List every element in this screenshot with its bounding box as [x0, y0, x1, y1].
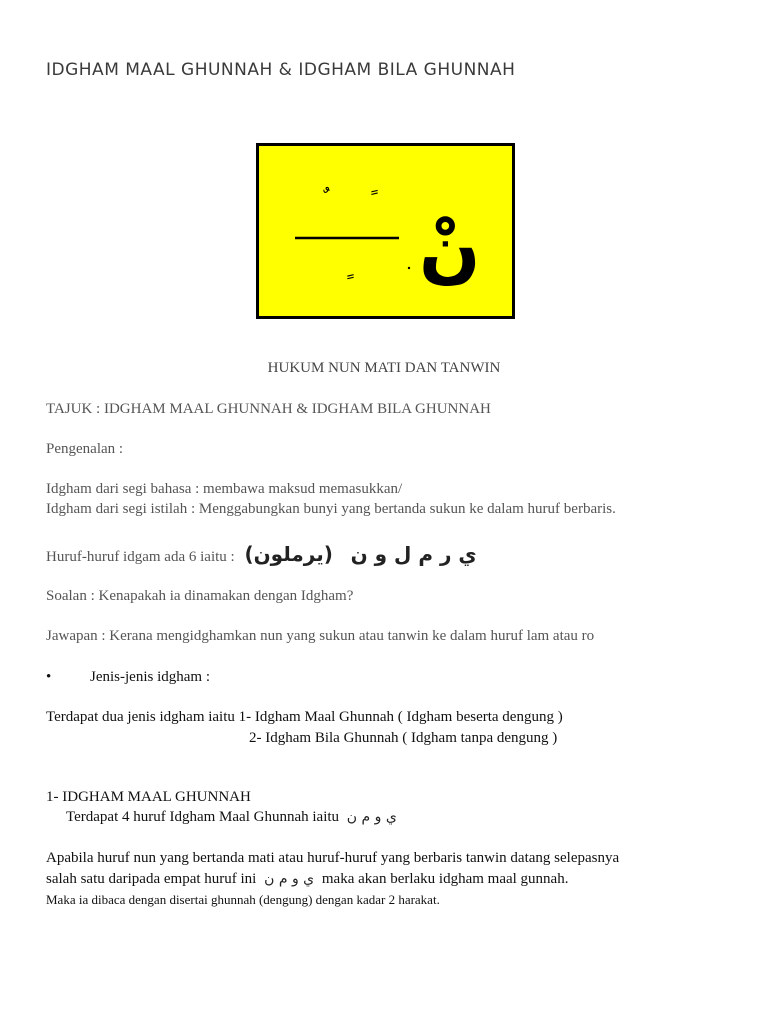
- paragraph-line-2: [46, 871, 746, 888]
- small-dot: [408, 267, 410, 269]
- tanwin-fathah-mark: [371, 189, 378, 195]
- section-heading: HUKUM NUN MATI DAN TANWIN: [267, 360, 501, 376]
- terdapat-line-1: Terdapat dua jenis idgham iaitu 1- Idgham Maal Ghunnah ( Idgham beserta dengung ): [46, 709, 563, 725]
- section1-heading: 1- IDGHAM MAAL GHUNNAH: [46, 789, 251, 805]
- idgham-letters: ي ر م ل و ن: [350, 542, 477, 566]
- section1-sub-text: Terdapat 4 huruf Idgham Maal Ghunnah iaitu: [66, 809, 340, 825]
- tajuk-line: TAJUK : IDGHAM MAAL GHUNNAH & IDGHAM BILA GHUNNAH: [46, 401, 491, 417]
- paragraph-letters: ي و م ن: [264, 871, 315, 887]
- section1-letters: ي و م ن: [346, 809, 397, 825]
- soalan-line: Soalan : Kenapakah ia dinamakan dengan Idgham?: [46, 588, 354, 604]
- definition-bahasa: Idgham dari segi bahasa : membawa maksud memasukkan/: [46, 481, 403, 497]
- paragraph-line-3: Maka ia dibaca dengan disertai ghunnah (dengung) dengan kadar 2 harakat.: [46, 892, 440, 907]
- section1-subline: [66, 809, 746, 826]
- page-title: IDGHAM MAAL GHUNNAH & IDGHAM BILA GHUNNAH: [46, 60, 516, 80]
- yarmalun-word: (يرملون): [244, 542, 333, 566]
- bullet-symbol: •: [46, 669, 52, 685]
- jawapan-line: Jawapan : Kerana mengidghamkan nun yang sukun atau tanwin ke dalam huruf lam atau ro: [46, 628, 595, 644]
- tanwin-kasrah-mark: [347, 274, 354, 280]
- pengenalan-label: Pengenalan :: [46, 441, 124, 457]
- terdapat-line-2: 2- Idgham Bila Ghunnah ( Idgham tanpa dengung ): [249, 730, 558, 746]
- definition-istilah: Idgham dari segi istilah : Menggabungkan bunyi yang bertanda sukun ke dalam huruf berbaris.: [46, 501, 616, 517]
- nun-tanwin-image: [256, 143, 515, 319]
- paragraph-line-1: Apabila huruf nun yang bertanda mati atau huruf-huruf yang berbaris tanwin datang selepasnya: [46, 850, 620, 866]
- huruf-label: Huruf-huruf idgam ada 6 iaitu :: [46, 549, 235, 565]
- paragraph-line-2-a: salah satu daripada empat huruf ini: [46, 871, 257, 887]
- tanwin-dammah-mark: [323, 187, 330, 194]
- paragraph-line-2-b: maka akan berlaku idgham maal gunnah.: [321, 871, 569, 887]
- nun-tanwin-graphic: [259, 146, 512, 316]
- jenis-idgham-label: Jenis-jenis idgham :: [90, 669, 210, 685]
- nun-sukun-letter: نْ: [419, 207, 481, 291]
- huruf-idgam-line: [46, 542, 746, 566]
